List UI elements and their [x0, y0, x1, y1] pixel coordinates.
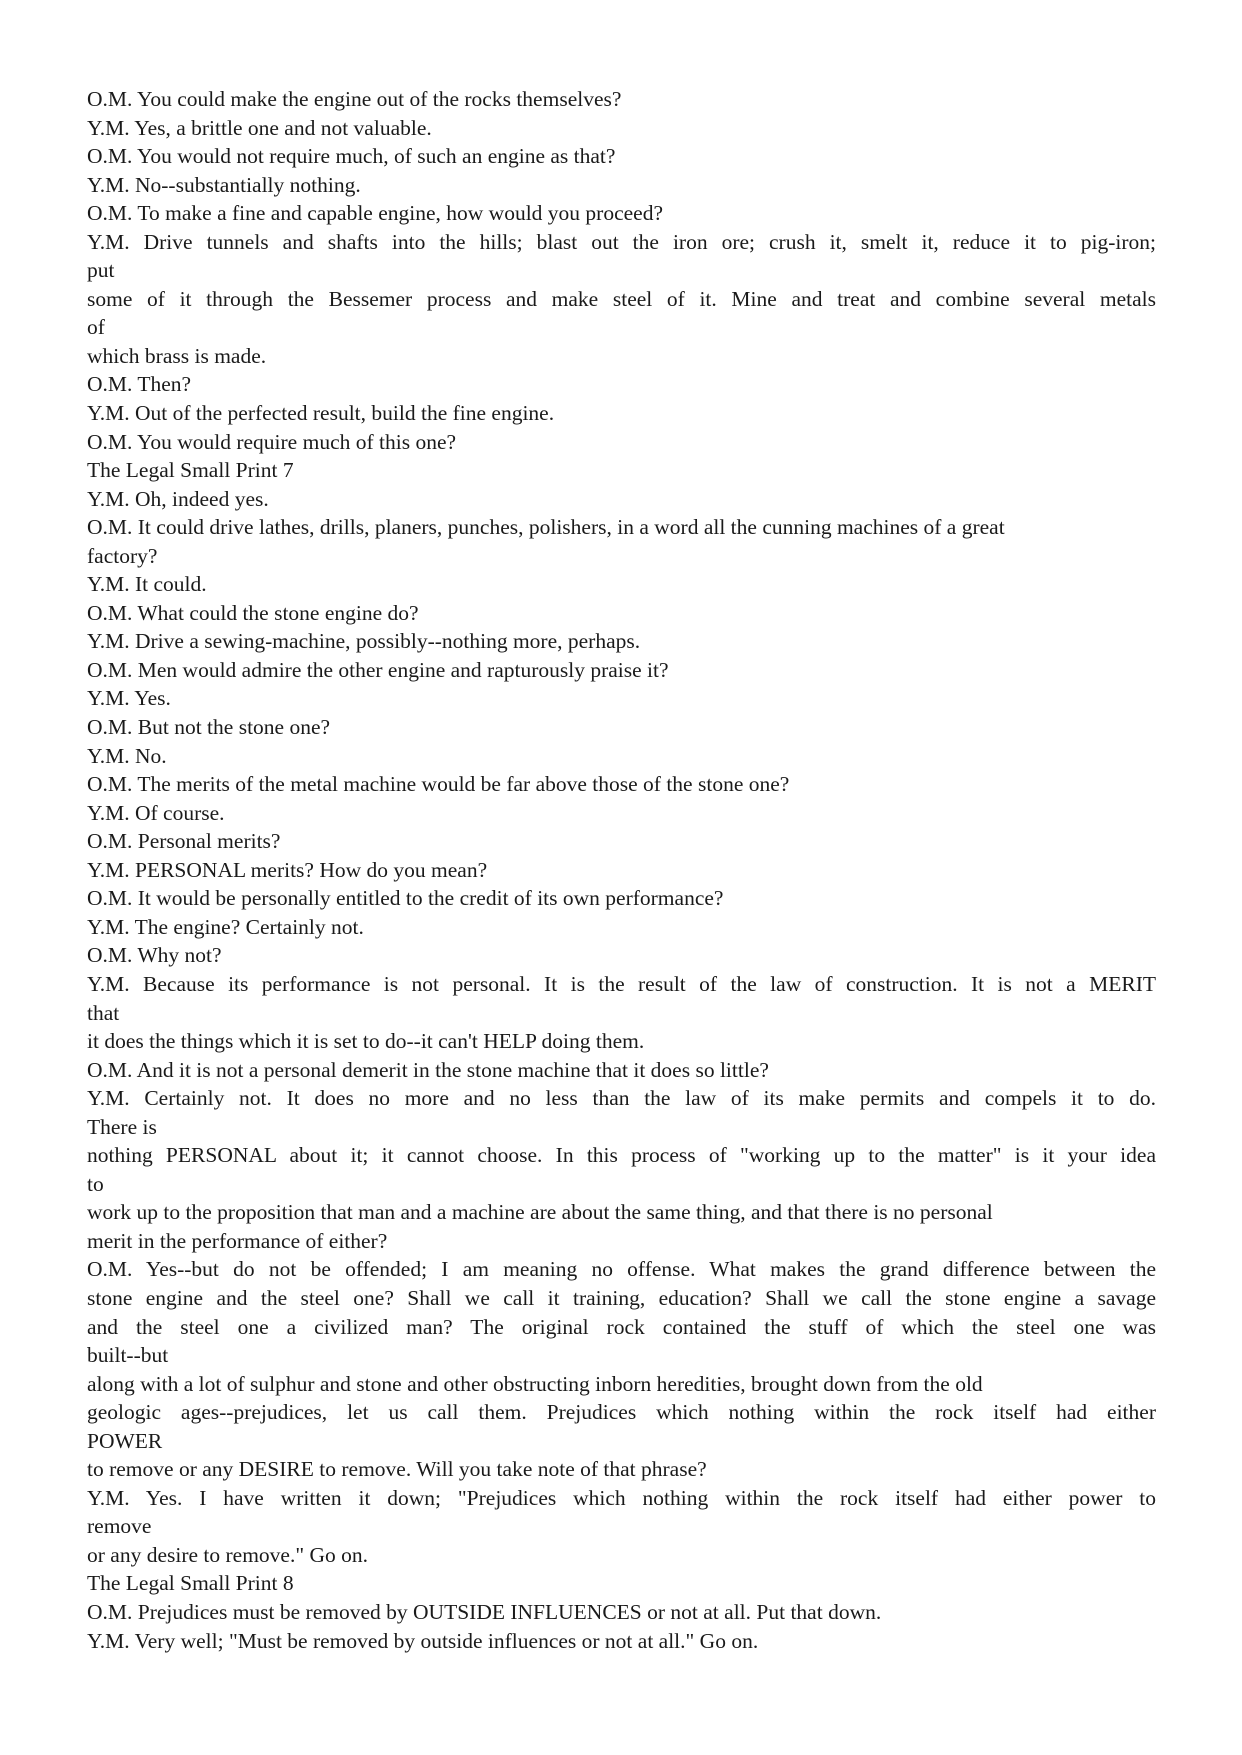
text-line: merit in the performance of either?: [87, 1228, 388, 1253]
text-line: Y.M. Because its performance is not personal. It is the result of the law of construction. It is not a MERIT: [87, 971, 1156, 996]
text-line: Y.M. The engine? Certainly not.: [87, 914, 364, 939]
text-line: or any desire to remove." Go on.: [87, 1542, 369, 1567]
text-line: of: [87, 315, 105, 340]
text-line: O.M. But not the stone one?: [87, 715, 331, 740]
text-line: factory?: [87, 543, 158, 568]
text-line: Y.M. No--substantially nothing.: [87, 172, 361, 197]
text-line: O.M. You would require much of this one?: [87, 429, 457, 454]
text-line: Y.M. Of course.: [87, 800, 225, 825]
text-line: Y.M. Certainly not. It does no more and no less than the law of its make permits and compels it to do.: [87, 1086, 1156, 1111]
text-line: to remove or any DESIRE to remove. Will you take note of that phrase?: [87, 1457, 707, 1482]
text-line: O.M. Personal merits?: [87, 829, 281, 854]
text-line: stone engine and the steel one? Shall we call it training, education? Shall we call the stone engine a savage: [87, 1285, 1156, 1310]
text-line: O.M. The merits of the metal machine would be far above those of the stone one?: [87, 772, 790, 797]
text-line: O.M. Then?: [87, 372, 192, 397]
text-line: to: [87, 1171, 104, 1196]
text-line: along with a lot of sulphur and stone and other obstructing inborn heredities, brought down from the old: [87, 1371, 983, 1396]
text-line: Y.M. Yes, a brittle one and not valuable.: [87, 115, 432, 140]
text-line: O.M. What could the stone engine do?: [87, 600, 419, 625]
text-line: O.M. To make a fine and capable engine, how would you proceed?: [87, 201, 664, 226]
text-line: some of it through the Bessemer process and make steel of it. Mine and treat and combine several metals: [87, 286, 1156, 311]
text-line: that: [87, 1000, 120, 1025]
text-line: geologic ages--prejudices, let us call them. Prejudices which nothing within the rock itself had either: [87, 1400, 1156, 1425]
text-line: O.M. It would be personally entitled to the credit of its own performance?: [87, 886, 724, 911]
text-line: work up to the proposition that man and a machine are about the same thing, and that there is no personal: [87, 1200, 993, 1225]
text-line: Y.M. Very well; "Must be removed by outside influences or not at all." Go on.: [87, 1628, 759, 1653]
text-line: remove: [87, 1514, 152, 1539]
text-line: Y.M. Drive tunnels and shafts into the hills; blast out the iron ore; crush it, smelt it, reduce it to pig-iron;: [87, 229, 1156, 254]
text-line: The Legal Small Print 8: [87, 1571, 294, 1596]
text-line: O.M. Why not?: [87, 943, 222, 968]
text-line: O.M. Yes--but do not be offended; I am meaning no offense. What makes the grand difference between the: [87, 1257, 1156, 1282]
text-line: Y.M. Yes.: [87, 686, 171, 711]
text-line: The Legal Small Print 7: [87, 458, 294, 483]
text-line: it does the things which it is set to do--it can't HELP doing them.: [87, 1029, 645, 1054]
text-line: O.M. And it is not a personal demerit in the stone machine that it does so little?: [87, 1057, 769, 1082]
document-page: [87, 85, 1156, 1655]
text-line: which brass is made.: [87, 343, 267, 368]
text-line: O.M. You would not require much, of such an engine as that?: [87, 144, 616, 169]
text-line: Y.M. No.: [87, 743, 167, 768]
text-line: Y.M. It could.: [87, 572, 207, 597]
text-line: Y.M. PERSONAL merits? How do you mean?: [87, 857, 488, 882]
text-line: built--but: [87, 1343, 169, 1368]
text-line: Y.M. Out of the perfected result, build the fine engine.: [87, 401, 555, 426]
text-line: O.M. Men would admire the other engine and rapturously praise it?: [87, 657, 669, 682]
text-line: O.M. Prejudices must be removed by OUTSIDE INFLUENCES or not at all. Put that down.: [87, 1599, 882, 1624]
text-line: POWER: [87, 1428, 163, 1453]
text-line: Y.M. Yes. I have written it down; "Prejudices which nothing within the rock itself had either power to: [87, 1485, 1156, 1510]
text-line: O.M. You could make the engine out of the rocks themselves?: [87, 87, 622, 111]
text-line: put: [87, 258, 115, 283]
text-line: O.M. It could drive lathes, drills, planers, punches, polishers, in a word all the cunning machines of a great: [87, 515, 1005, 540]
text-line: Y.M. Drive a sewing-machine, possibly--nothing more, perhaps.: [87, 629, 641, 654]
text-line: nothing PERSONAL about it; it cannot choose. In this process of "working up to the matter" is it your idea: [87, 1143, 1156, 1168]
text-line: and the steel one a civilized man? The original rock contained the stuff of which the steel one was: [87, 1314, 1156, 1339]
text-line: Y.M. Oh, indeed yes.: [87, 486, 269, 511]
text-line: There is: [87, 1114, 157, 1139]
